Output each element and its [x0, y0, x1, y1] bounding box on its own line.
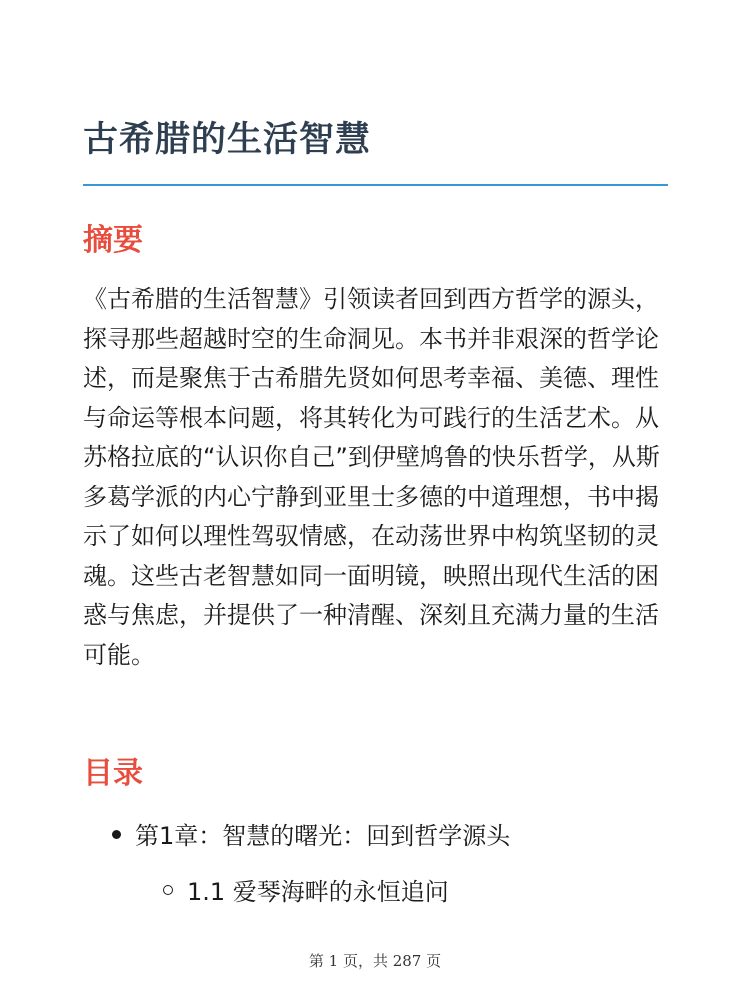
toc-heading: 目录: [83, 756, 143, 791]
toc-item-chapter-1[interactable]: [112, 812, 510, 860]
page-number-footer: 第 1 页，共 287 页: [308, 952, 442, 970]
toc-item-label: 1.1 爱琴海畔的永恒追问: [187, 878, 449, 906]
toc-item-section-1-1[interactable]: [163, 868, 449, 916]
bullet-circle-icon: [163, 885, 173, 895]
toc-item-label: 第1章：智慧的曙光：回到哲学源头: [135, 822, 511, 850]
title-divider: [83, 184, 668, 186]
bullet-disc-icon: [112, 830, 121, 839]
abstract-body: 《古希腊的生活智慧》引领读者回到西方哲学的源头，探寻那些超越时空的生命洞见。本书并非艰深的哲学论述，而是聚焦于古希腊先贤如何思考幸福、美德、理性与命运等根本问题，将其转化为可践行的生活艺术。从苏格拉底的“认识你自己”到伊壁鸠鲁的快乐哲学，从斯多葛学派的内心宁静到亚里士多德的中道理想，书中揭示了如何以理性驾驭情感，在动荡世界中构筑坚韧的灵魂。这些古老智慧如同一面明镜，映照出现代生活的困惑与焦虑，并提供了一种清醒、深刻且充满力量的生活可能。: [83, 285, 660, 669]
document-title: 古希腊的生活智慧: [83, 120, 372, 160]
abstract-heading: 摘要: [83, 223, 143, 258]
